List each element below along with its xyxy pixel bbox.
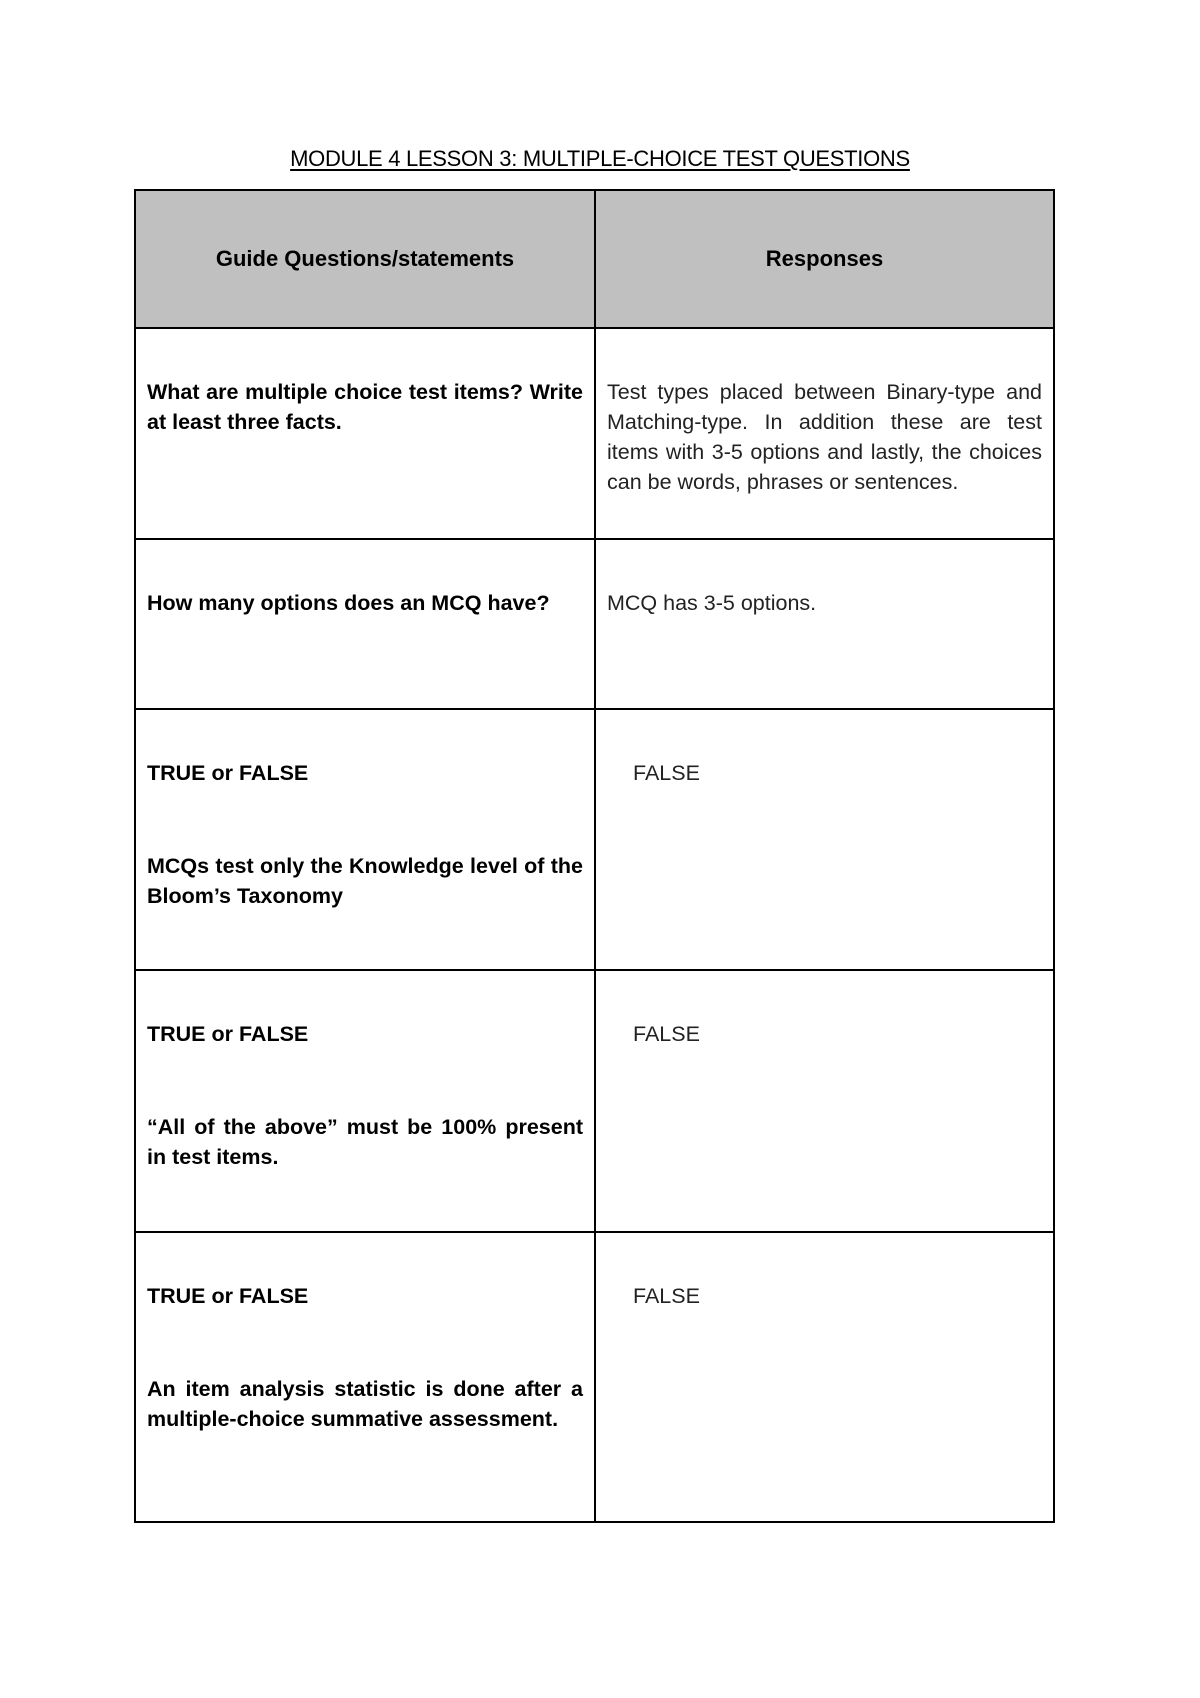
table-row [135, 539, 1054, 709]
response-cell [595, 539, 1054, 709]
response-cell [595, 1232, 1054, 1522]
document-title: MODULE 4 LESSON 3: MULTIPLE-CHOICE TEST QUESTIONS [290, 146, 910, 171]
response-text: FALSE [633, 761, 700, 785]
true-false-item [136, 971, 594, 1172]
question-cell [135, 970, 595, 1232]
table-row [135, 328, 1054, 539]
true-false-statement: MCQs test only the Knowledge level of the Bloom’s Taxonomy [147, 854, 583, 908]
question-text: What are multiple choice test items? Write at least three facts. [147, 380, 583, 434]
question-text: How many options does an MCQ have? [147, 591, 550, 615]
true-false-label: TRUE or FALSE [147, 761, 309, 785]
question-cell [135, 1232, 595, 1522]
true-false-label: TRUE or FALSE [147, 1022, 309, 1046]
question-cell [135, 709, 595, 970]
true-false-item [136, 1233, 594, 1434]
true-false-statement: An item analysis statistic is done after a multiple-choice summative assessment. [147, 1377, 583, 1431]
response-cell [595, 328, 1054, 539]
table-row [135, 1232, 1054, 1522]
guide-questions-table [134, 189, 1055, 1523]
question-cell [135, 539, 595, 709]
true-false-label: TRUE or FALSE [147, 1284, 309, 1308]
table-header-row [135, 190, 1054, 328]
response-cell [595, 970, 1054, 1232]
true-false-item [136, 710, 594, 911]
table-row [135, 709, 1054, 970]
table-row [135, 970, 1054, 1232]
header-guide-questions: Guide Questions/statements [135, 190, 595, 328]
response-text: FALSE [633, 1284, 700, 1308]
true-false-statement: “All of the above” must be 100% present in test items. [147, 1115, 583, 1169]
response-text: FALSE [633, 1022, 700, 1046]
response-text: Test types placed between Binary-type and Matching-type. In addition these are test items with 3-5 options and lastly, the choices can be words, phrases or sentences. [607, 380, 1042, 494]
header-responses: Responses [595, 190, 1054, 328]
response-text: MCQ has 3-5 options. [607, 591, 817, 615]
response-cell [595, 709, 1054, 970]
question-cell [135, 328, 595, 539]
